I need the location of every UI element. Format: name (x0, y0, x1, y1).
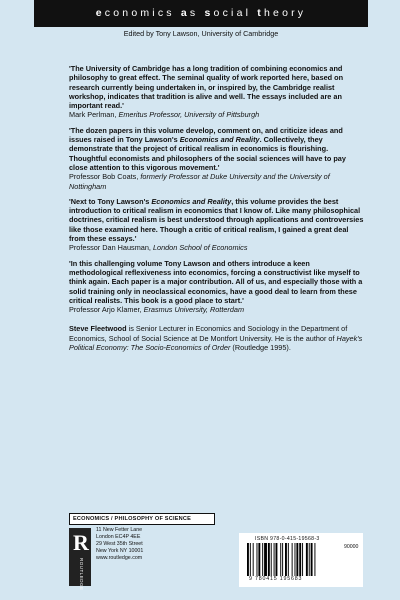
address-line: www.routledge.com (96, 555, 143, 561)
endorsement-attribution (69, 305, 365, 314)
endorser-name: Mark Perlman, (69, 110, 119, 120)
series-editor: Edited by Tony Lawson, University of Cambridge (123, 29, 279, 38)
bio-text-2: (Routledge 1995). (230, 343, 291, 353)
subject-category: ECONOMICS / PHILOSOPHY OF SCIENCE (69, 513, 215, 525)
endorsement-quote: 'Next to Tony Lawson's Economics and Reality, this volume provides the best introduction to critical realism in economics that I know of. Like many philosophical doctrines, critical realism is best understood through applications and controversies like those examined here. Though a critic of critical realism, I gained a great deal from these essays.' (69, 196, 364, 244)
endorsement (69, 259, 365, 315)
logo-wordmark (72, 558, 88, 591)
endorser-affiliation: Emeritus Professor, University of Pittsburgh (118, 110, 260, 120)
endorsement-quote: 'In this challenging volume Tony Lawson and others introduce a keen methodological reflexiveness into economics, forcing a constructivist like myself to think again. Each paper is a major contribution. All of us, and especially those with a solid training only in neoclassical economics, have a good deal to learn from these critical realists. This book is a good place to start.' (69, 258, 363, 305)
endorsement-attribution (69, 172, 365, 191)
bio-book-title: Hayek's Political Economy: The Socio-Economics of Order (69, 333, 363, 353)
endorsement (69, 64, 365, 120)
address-line: London EC4P 4EE (96, 534, 141, 540)
back-cover-text (69, 64, 365, 352)
endorsement-quote: 'The University of Cambridge has a long tradition of combining economics and philosophy to great effect. The seminal quality of work reported here, based on research currently being undertaken in, or inspired by, the Cambridge realist workshop, indicates that tradition is alive and well. The essays included are an important read.' (69, 64, 344, 111)
bio-text-1: is Senior Lecturer in Economics and Sociology in the Department of Economics, School of Social Science at De Montfort University. He is the author of (69, 324, 348, 343)
publisher-address (96, 527, 143, 562)
endorsement (69, 197, 365, 253)
publisher-block (69, 513, 365, 591)
endorser-affiliation: formerly Professor at Duke University and the University of Nottingham (69, 172, 330, 191)
ean-digits: 9 780415 195683 (249, 576, 303, 582)
endorser-name: Professor Arjo Klamer, (69, 305, 144, 315)
address-line: 29 West 35th Street (96, 541, 143, 547)
routledge-logo (69, 528, 91, 591)
endorser-affiliation: London School of Economics (152, 243, 248, 253)
series-title-bar (34, 0, 368, 27)
logo-word-text: ROUTLEDGE (79, 558, 84, 591)
series-word-3: social (204, 7, 252, 19)
author-bio (69, 324, 365, 352)
author-name: Steve Fleetwood (69, 324, 127, 334)
barcode-icon (247, 543, 339, 576)
logo-letter: R (73, 530, 89, 555)
endorsements (69, 64, 365, 314)
series-word-1: economics (95, 7, 175, 19)
endorsement-attribution (69, 243, 365, 252)
address-line: New York NY 10001 (96, 548, 144, 554)
isbn-text: ISBN 978-0-415-19568-3 (255, 536, 320, 542)
price-code: 90000 (344, 544, 359, 550)
series-word-4: theory (257, 7, 307, 19)
endorser-name: Professor Dan Hausman, (69, 243, 153, 253)
endorsement-quote: 'The dozen papers in this volume develop, comment on, and criticize ideas and issues raised in Tony Lawson's Economics and Reality. Collectively, they demonstrate that the project of critical realism in economics is flourishing. Thoughtful economists and philosophers of the social sciences will have to pay close attention to this vigorous movement.' (69, 125, 346, 172)
endorser-affiliation: Erasmus University, Rotterdam (143, 305, 245, 315)
address-line: 11 New Fetter Lane (96, 527, 143, 533)
series-word-2: as (180, 7, 199, 19)
endorsement (69, 126, 365, 191)
endorser-name: Professor Bob Coats, (69, 172, 141, 182)
endorsement-attribution (69, 110, 365, 119)
